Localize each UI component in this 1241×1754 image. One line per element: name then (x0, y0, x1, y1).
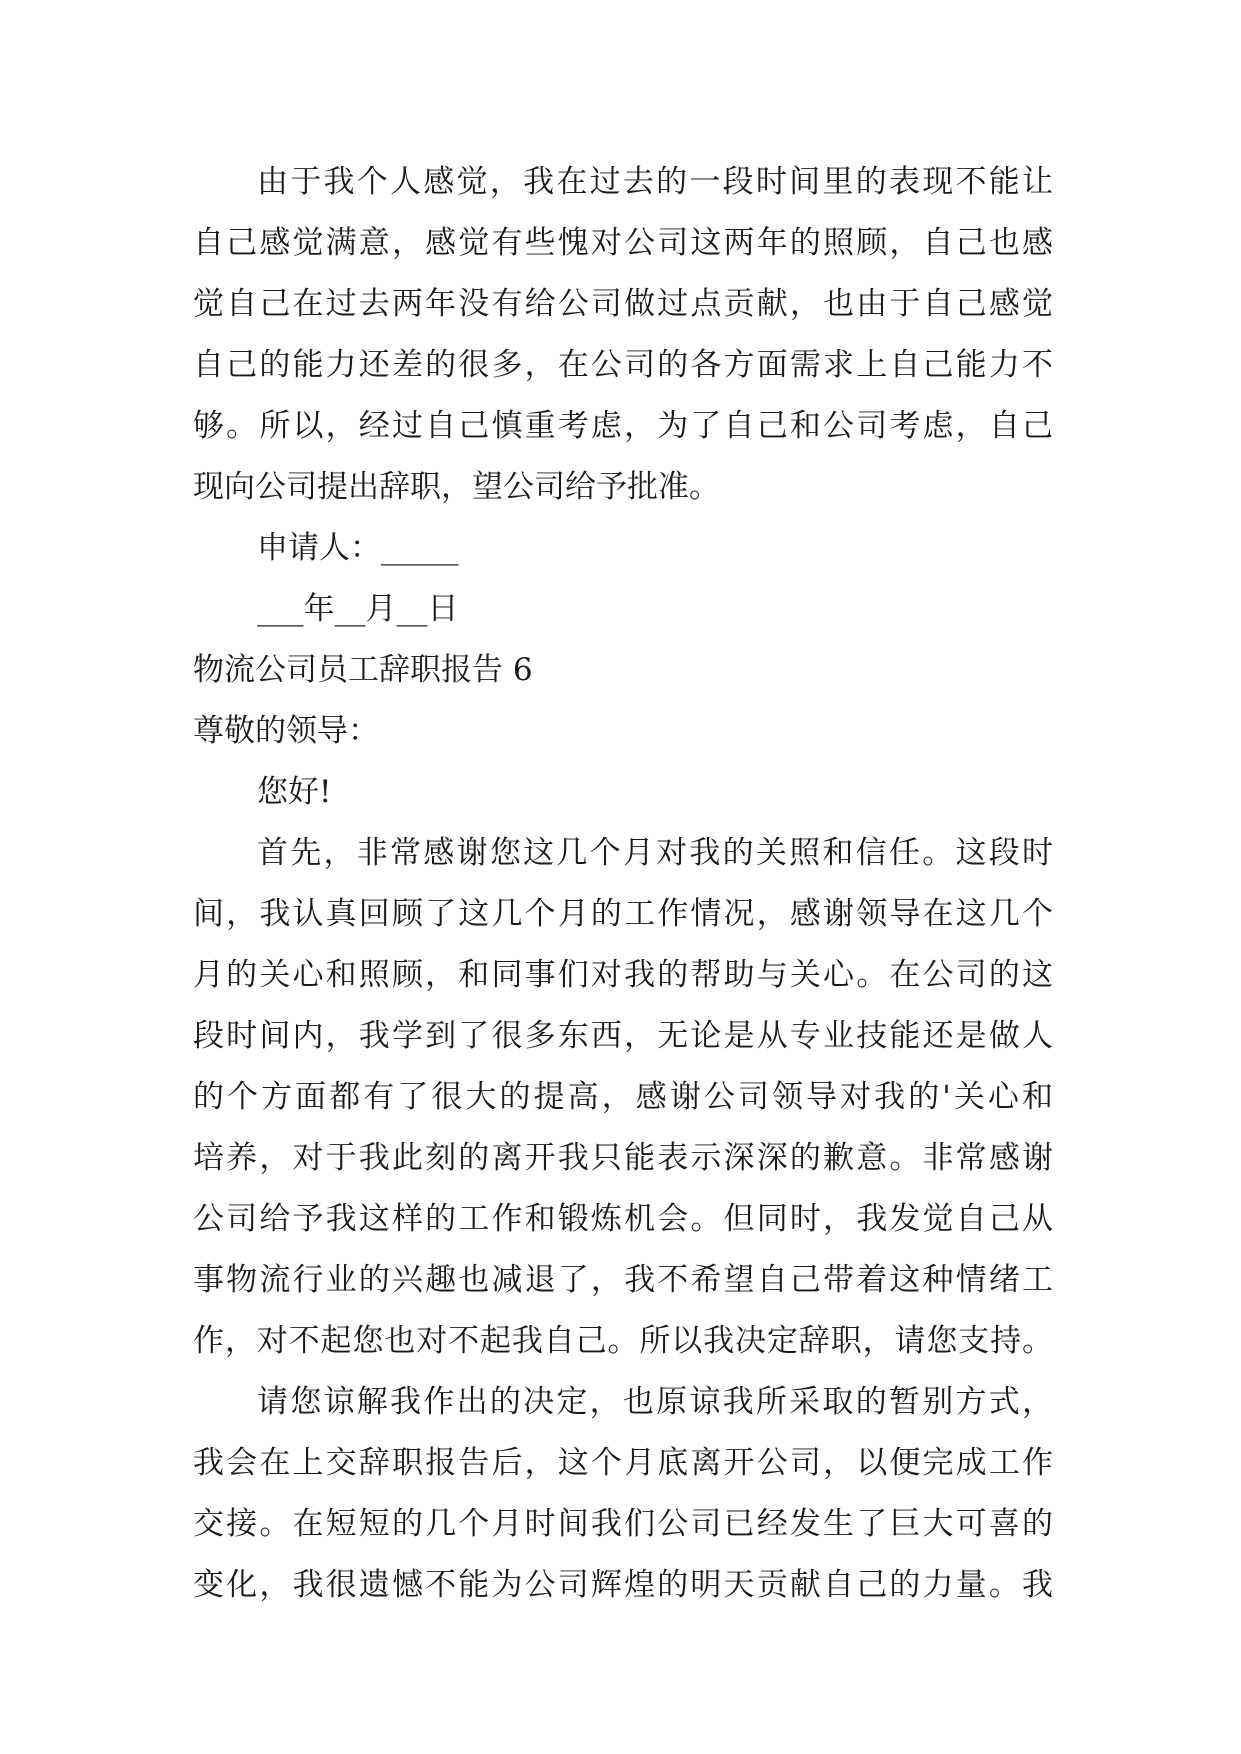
paragraph-line: 间，我认真回顾了这几个月的工作情况，感谢领导在这几个 (193, 896, 1053, 932)
paragraph-line: 现向公司提出辞职，望公司给予批准。 (193, 469, 720, 505)
paragraph-line: 段时间内，我学到了很多东西，无论是从专业技能还是做人 (193, 1018, 1053, 1054)
greeting: 您好! (257, 774, 332, 810)
paragraph-line: 的个方面都有了很大的提高，感谢公司领导对我的'关心和 (193, 1079, 1053, 1115)
paragraph-line: 作，对不起您也对不起我自己。所以我决定辞职，请您支持。 (193, 1323, 1053, 1359)
paragraph-line: 首先，非常感谢您这几个月对我的关照和信任。这段时 (257, 835, 1053, 871)
applicant-signature-line: 申请人：_____ (257, 530, 459, 566)
paragraph-line: 我会在上交辞职报告后，这个月底离开公司，以便完成工作 (193, 1445, 1053, 1481)
salutation: 尊敬的领导： (193, 713, 379, 749)
paragraph-line: 公司给予我这样的工作和锻炼机会。但同时，我发觉自己从 (193, 1201, 1053, 1237)
paragraph-line: 请您谅解我作出的决定，也原谅我所采取的暂别方式， (257, 1384, 1053, 1420)
paragraph-line: 够。所以，经过自己慎重考虑，为了自己和公司考虑，自己 (193, 408, 1053, 444)
date-line: ___年__月__日 (257, 591, 459, 627)
paragraph-line: 月的关心和照顾，和同事们对我的帮助与关心。在公司的这 (193, 957, 1053, 993)
paragraph-line: 培养，对于我此刻的离开我只能表示深深的歉意。非常感谢 (193, 1140, 1053, 1176)
paragraph-line: 由于我个人感觉，我在过去的一段时间里的表现不能让 (257, 164, 1053, 200)
paragraph-line: 变化，我很遗憾不能为公司辉煌的明天贡献自己的力量。我 (193, 1567, 1053, 1603)
paragraph-line: 交接。在短短的几个月时间我们公司已经发生了巨大可喜的 (193, 1506, 1053, 1542)
paragraph-line: 自己感觉满意，感觉有些愧对公司这两年的照顾，自己也感 (193, 225, 1053, 261)
paragraph-line: 自己的能力还差的很多，在公司的各方面需求上自己能力不 (193, 347, 1053, 383)
paragraph-line: 事物流行业的兴趣也减退了，我不希望自己带着这种情绪工 (193, 1262, 1053, 1298)
document-page (193, 152, 1053, 1616)
paragraph-line: 觉自己在过去两年没有给公司做过点贡献，也由于自己感觉 (193, 286, 1053, 322)
section-heading: 物流公司员工辞职报告 6 (193, 652, 533, 688)
